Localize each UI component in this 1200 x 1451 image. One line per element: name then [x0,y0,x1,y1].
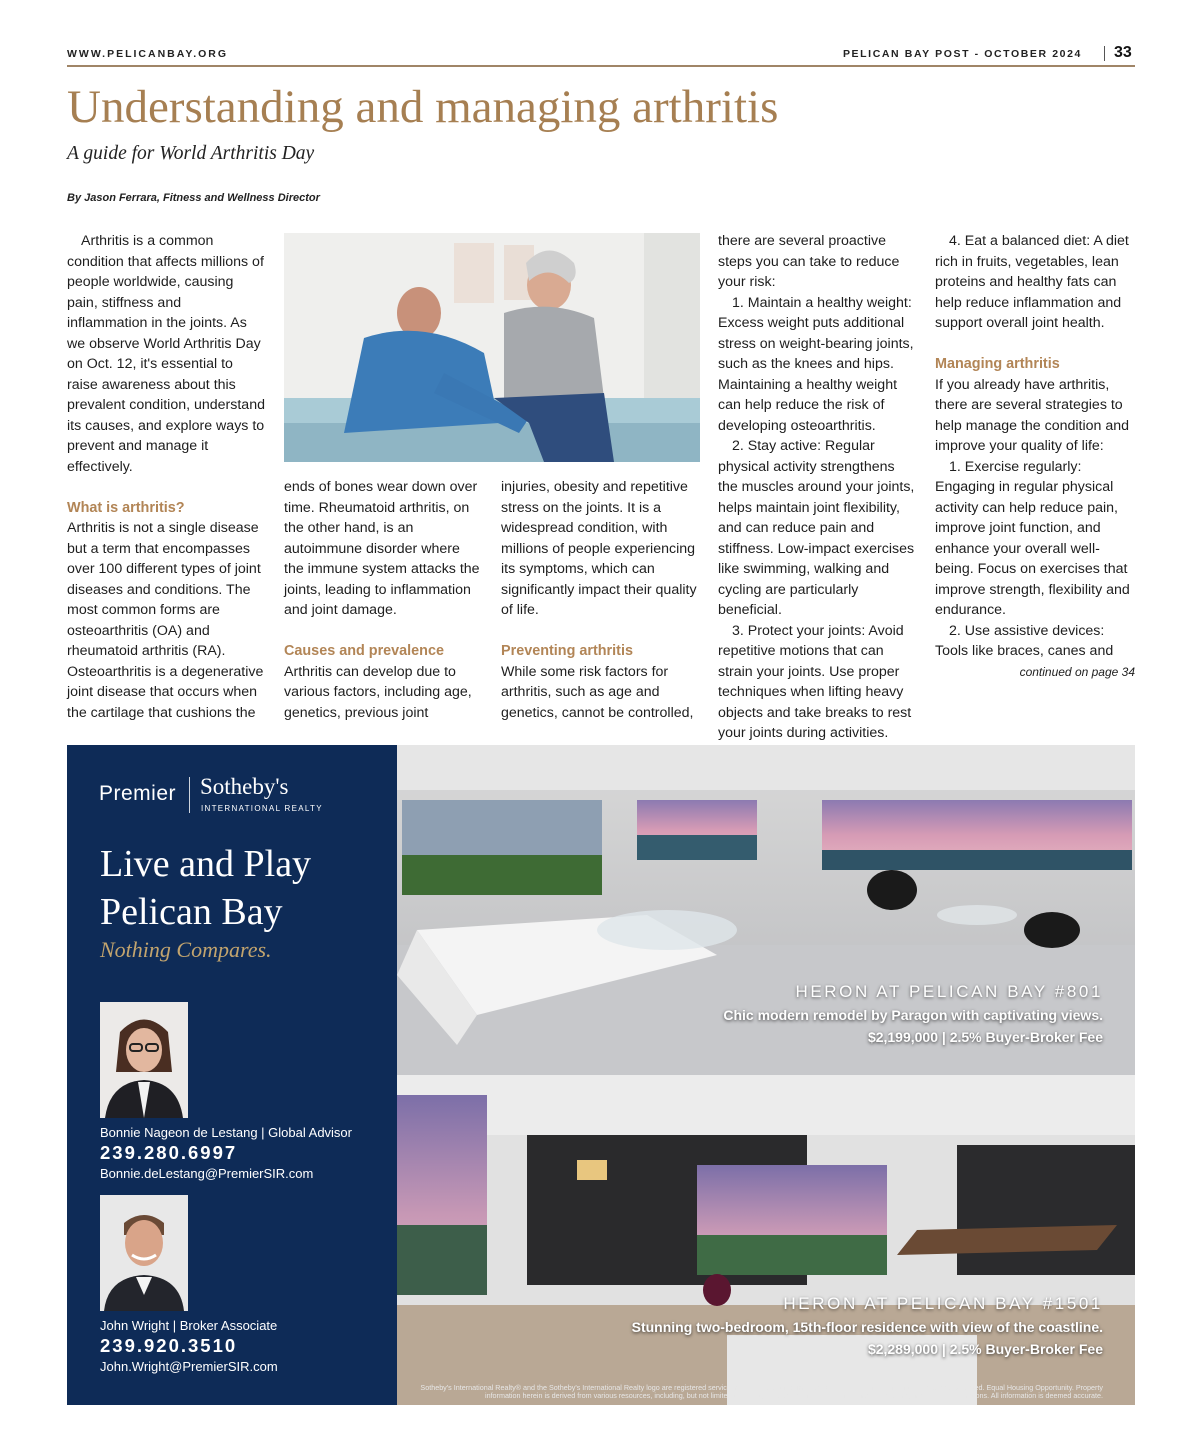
ad-tagline: Nothing Compares. [100,937,272,962]
listing-photo-2[interactable] [397,1075,1135,1405]
listing-title: HERON AT PELICAN BAY #801 [795,982,1103,1001]
paragraph: 1. Maintain a healthy weight: Excess weight puts additional stress on weight-bearing joints, such as the knees and hips. Maintaining a healthy weight can help reduce the risk of developing osteoarthritis. [718,294,914,434]
listing-photo-1[interactable] [397,745,1135,1075]
avatar [100,1195,188,1311]
heading-causes-prevalence: Causes and prevalence [284,643,444,659]
intro-paragraph: Arthritis is a common condition that affects millions of people worldwide, causing pain, stiffness and inflammation in the joints. As we observe World Arthritis Day on Oct. 12, it's essential to raise awareness about this prevalent condition, understand its causes, and explore ways to prevent and manage it effectively. [67,233,265,475]
ad-headline: Live and Play Pelican Bay [100,843,312,933]
brand-sothebys: Sotheby's [200,774,289,799]
brand-premier: Premier [99,782,177,805]
publication-date: PELICAN BAY POST - OCTOBER 2024 [842,48,1082,60]
paragraph: Arthritis is not a single disease but a term that encompasses over 100 different types of joint diseases and conditions. The most common forms are osteoarthritis (OA) and rheumatoid arthritis (RA). Osteoarthritis is a degenerative joint disease that occurs when the cartilage that cushions the [67,520,264,721]
article-column-1 [67,231,265,723]
real-estate-ad [67,745,1135,1405]
paragraph: 4. Eat a balanced diet: A diet rich in fruits, vegetables, lean proteins and healthy fats can help reduce inflammation and support overall joint health. [935,233,1129,331]
paragraph: While some risk factors for arthritis, such as age and genetics, cannot be controlled, [501,663,694,721]
website-url: WWW.PELICANBAY.ORG [67,48,229,60]
ad-disclaimer: Sotheby's International Realty® and the Sotheby's International Realty logo are registered service marks used with permission. Each office is independently owned and operated. Equal Housing Opportunity. Property information herein is derived from various resources, including, but not limited to, county records and multiple listing services, and may include approximations. All information is deemed accurate. [420,1383,1103,1401]
avatar [100,1002,188,1118]
article-byline: By Jason Ferrara, Fitness and Wellness Director [67,192,320,204]
article-photo [284,233,700,462]
paragraph: 2. Stay active: Regular physical activity strengthens the muscles around your joints, helps maintain joint flexibility, and can reduce pain and stiffness. Low-impact exercises like swimming, walking and cycling are particularly beneficial. [718,438,915,618]
article-column-5 [935,231,1135,682]
article-column-3 [501,477,699,723]
article-subtitle: A guide for World Arthritis Day [67,143,315,164]
agent-phone[interactable]: 239.280.6997 [100,1142,238,1163]
heading-preventing-arthritis: Preventing arthritis [501,643,633,659]
agent-email[interactable]: Bonnie.deLestang@PremierSIR.com [100,1166,314,1181]
paragraph: 1. Exercise regularly: Engaging in regular physical activity can help reduce pain, improve joint function, and enhance your overall well-being. Focus on exercises that improve strength, flexibility and endurance. [935,458,1130,618]
ad-agent-panel [67,745,397,1405]
heading-what-is-arthritis: What is arthritis? [67,499,185,516]
header-rule [67,65,1135,67]
brand-separator [189,777,190,813]
paragraph: injuries, obesity and repetitive stress on the joints. It is a widespread condition, with millions of people experiencing its symptoms, which can significantly impact their quality of life. [501,479,697,618]
page-number: 33 [1114,44,1132,61]
paragraph: If you already have arthritis, there are several strategies to help manage the condition and improve your quality of life: [935,376,1130,454]
heading-managing-arthritis: Managing arthritis [935,356,1060,372]
article-column-2 [284,477,482,723]
brand-subtitle: INTERNATIONAL REALTY [201,804,323,813]
paragraph: 3. Protect your joints: Avoid repetitive motions that can strain your joints. Use proper techniques when lifting heavy objects and take breaks to rest your joints during activities. [718,622,912,741]
listing-price: $2,289,000 | 2.5% Buyer-Broker Fee [867,1341,1103,1357]
listing-price: $2,199,000 | 2.5% Buyer-Broker Fee [867,1029,1103,1045]
listing-description: Stunning two-bedroom, 15th-floor residence with view of the coastline. [631,1319,1103,1335]
article-title: Understanding and managing arthritis [67,81,779,133]
article-column-4 [718,231,916,744]
listing-description: Chic modern remodel by Paragon with captivating views. [723,1007,1103,1023]
header-separator [1104,46,1105,61]
continued-link[interactable]: continued on page 34 [1019,664,1135,679]
agent-phone[interactable]: 239.920.3510 [100,1335,238,1356]
paragraph: there are several proactive steps you can take to reduce your risk: [718,233,900,290]
paragraph: Arthritis can develop due to various factors, including age, genetics, previous joint [284,663,472,721]
agent-name: John Wright | Broker Associate [100,1318,278,1333]
paragraph: ends of bones wear down over time. Rheumatoid arthritis, on the other hand, is an autoimmune disorder where the immune system attacks the joints, leading to inflammation and joint damage. [284,479,480,618]
listing-title: HERON AT PELICAN BAY #1501 [783,1294,1103,1313]
paragraph: 2. Use assistive devices: Tools like braces, canes and [935,622,1114,659]
agent-name: Bonnie Nageon de Lestang | Global Advisor [100,1125,352,1140]
agent-email[interactable]: John.Wright@PremierSIR.com [100,1359,278,1374]
